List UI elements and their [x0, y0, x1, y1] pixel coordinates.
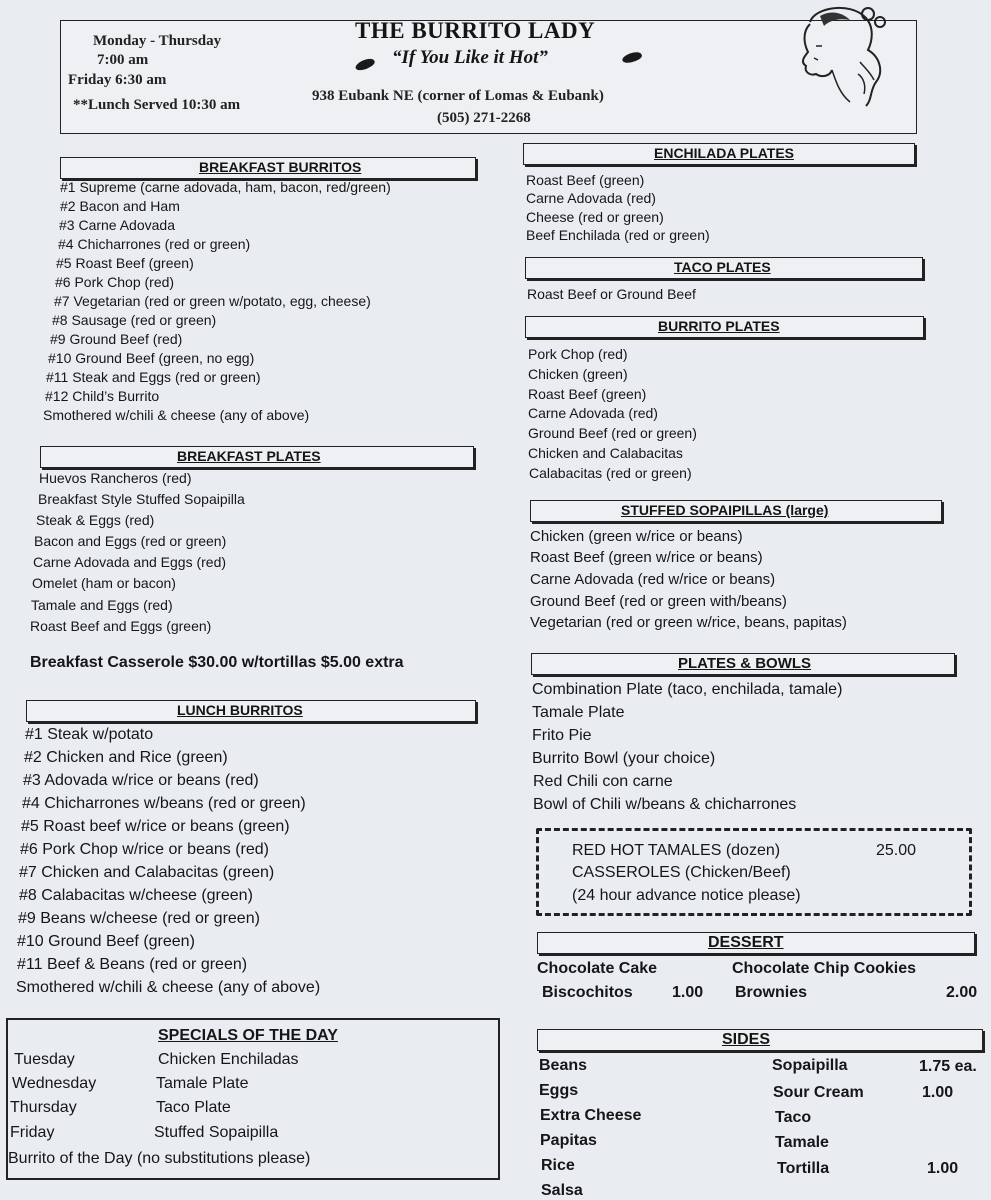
- dessert-price: 1.00: [672, 984, 704, 1001]
- list-item: Ground Beef (red or green with/beans): [530, 593, 787, 610]
- list-item: Pork Chop (red): [528, 346, 628, 362]
- list-item: Calabacitas (red or green): [529, 465, 692, 481]
- list-item: #3 Carne Adovada: [59, 217, 175, 233]
- list-item: #4 Chicharrones (red or green): [58, 236, 251, 252]
- plates-bowls-title: PLATES & BOWLS: [678, 655, 812, 672]
- list-item: Roast Beef (green w/rice or beans): [530, 549, 763, 566]
- list-item: #6 Pork Chop (red): [55, 274, 175, 290]
- tamales-price: 25.00: [876, 842, 917, 859]
- side-price: 1.75 ea.: [919, 1058, 977, 1075]
- side-price: 1.00: [922, 1084, 954, 1101]
- special-day: Tuesday: [14, 1051, 75, 1068]
- stuffed-sopaipillas-header: [530, 500, 942, 522]
- restaurant-title: THE BURRITO LADY: [355, 18, 596, 43]
- list-item: #1 Steak w/potato: [25, 726, 154, 743]
- list-item: #2 Chicken and Rice (green): [24, 749, 228, 766]
- list-item: Smothered w/chili & cheese (any of above): [43, 407, 310, 423]
- list-item: #7 Vegetarian (red or green w/potato, egg, cheese): [54, 293, 371, 309]
- advance-notice: (24 hour advance notice please): [572, 887, 801, 904]
- list-item: #5 Roast Beef (green): [56, 255, 194, 271]
- list-item: Steak & Eggs (red): [36, 512, 155, 528]
- list-item: #8 Sausage (red or green): [52, 312, 217, 328]
- breakfast-plates-title: BREAKFAST PLATES: [177, 448, 321, 464]
- list-item: Tamale and Eggs (red): [31, 597, 173, 613]
- list-item: Bowl of Chili w/beans & chicharrones: [533, 796, 797, 813]
- tamales-label: RED HOT TAMALES (dozen): [572, 842, 781, 859]
- list-item: Vegetarian (red or green w/rice, beans, papitas): [530, 614, 847, 631]
- list-item: #11 Steak and Eggs (red or green): [46, 369, 261, 385]
- side-item: Rice: [541, 1157, 575, 1174]
- list-item: Bacon and Eggs (red or green): [34, 533, 227, 549]
- side-item: Tortilla: [777, 1160, 830, 1177]
- dessert-item: Chocolate Cake: [537, 960, 658, 977]
- list-item: #8 Calabacitas w/cheese (green): [19, 887, 253, 904]
- enchilada-plates-header: [523, 143, 915, 165]
- dessert-item: Biscochitos: [542, 984, 633, 1001]
- side-price: 1.00: [927, 1160, 959, 1177]
- list-item: #1 Supreme (carne adovada, ham, bacon, red/green): [60, 179, 391, 195]
- special-item: Stuffed Sopaipilla: [154, 1124, 279, 1141]
- list-item: Breakfast Style Stuffed Sopaipilla: [38, 491, 245, 507]
- list-item: Huevos Rancheros (red): [39, 470, 192, 486]
- special-item: Chicken Enchiladas: [158, 1051, 299, 1068]
- list-item: #12 Child’s Burrito: [45, 388, 160, 404]
- sides-header: [537, 1029, 983, 1051]
- sides-title: SIDES: [722, 1031, 771, 1048]
- breakfast-casserole: Breakfast Casserole $30.00 w/tortillas $5.00 extra: [30, 654, 404, 671]
- dessert-title: DESSERT: [708, 934, 784, 951]
- taco-plates-title: TACO PLATES: [674, 259, 771, 275]
- side-item: Beans: [539, 1057, 588, 1074]
- side-item: Papitas: [540, 1132, 597, 1149]
- side-item: Sour Cream: [773, 1084, 864, 1101]
- phone: (505) 271-2268: [437, 110, 531, 126]
- list-item: Beef Enchilada (red or green): [526, 227, 710, 243]
- list-item: Carne Adovada and Eggs (red): [33, 554, 227, 570]
- special-day: Friday: [10, 1124, 55, 1141]
- breakfast-plates-header: [40, 446, 474, 468]
- list-item: #10 Ground Beef (green, no egg): [48, 350, 255, 366]
- tagline: “If You Like it Hot”: [392, 47, 548, 68]
- burrito-plates-title: BURRITO PLATES: [658, 318, 780, 334]
- list-item: Red Chili con carne: [533, 773, 673, 790]
- hours-friday: Friday 6:30 am: [68, 72, 167, 88]
- list-item: Omelet (ham or bacon): [32, 575, 176, 591]
- specials-title: SPECIALS OF THE DAY: [158, 1027, 338, 1044]
- enchilada-plates-title: ENCHILADA PLATES: [654, 145, 794, 161]
- list-item: Carne Adovada (red w/rice or beans): [530, 571, 776, 588]
- list-item: #7 Chicken and Calabacitas (green): [19, 864, 275, 881]
- list-item: Frito Pie: [532, 727, 592, 744]
- taco-plates-header: [525, 257, 923, 279]
- special-day: Wednesday: [12, 1075, 97, 1092]
- stuffed-sopaipillas-title: STUFFED SOPAIPILLAS (large): [621, 502, 829, 518]
- side-item: Taco: [775, 1109, 812, 1126]
- side-item: Extra Cheese: [540, 1107, 642, 1124]
- address: 938 Eubank NE (corner of Lomas & Eubank): [312, 88, 604, 104]
- side-item: Sopaipilla: [772, 1057, 848, 1074]
- dessert-header: [537, 932, 975, 954]
- special-item: Tamale Plate: [156, 1075, 249, 1092]
- dessert-item: Brownies: [735, 984, 808, 1001]
- list-item: Chicken (green w/rice or beans): [530, 528, 743, 545]
- breakfast-burritos-title: BREAKFAST BURRITOS: [199, 159, 362, 175]
- plates-bowls-header: [531, 653, 955, 675]
- list-item: Roast Beef (green): [528, 386, 647, 402]
- hours-time: 7:00 am: [97, 52, 149, 68]
- burrito-plates-header: [525, 316, 924, 338]
- list-item: Smothered w/chili & cheese (any of above): [16, 979, 321, 996]
- list-item: Ground Beef (red or green): [528, 425, 697, 441]
- list-item: Roast Beef or Ground Beef: [527, 286, 696, 302]
- lunch-burritos-title: LUNCH BURRITOS: [177, 702, 303, 718]
- lady-illustration-icon: [780, 2, 905, 112]
- burrito-of-the-day: Burrito of the Day (no substitutions please): [8, 1150, 311, 1167]
- side-item: Eggs: [539, 1082, 579, 1099]
- list-item: #9 Ground Beef (red): [50, 331, 183, 347]
- special-day: Thursday: [10, 1099, 77, 1116]
- list-item: Cheese (red or green): [526, 209, 664, 225]
- list-item: Carne Adovada (red): [526, 190, 656, 206]
- breakfast-burritos-header: [60, 157, 476, 179]
- list-item: Burrito Bowl (your choice): [532, 750, 716, 767]
- list-item: #11 Beef & Beans (red or green): [17, 956, 248, 973]
- list-item: Carne Adovada (red): [528, 405, 658, 421]
- list-item: Combination Plate (taco, enchilada, tamale): [532, 681, 843, 698]
- side-item: Salsa: [541, 1182, 583, 1199]
- list-item: #9 Beans w/cheese (red or green): [18, 910, 260, 927]
- list-item: #6 Pork Chop w/rice or beans (red): [20, 841, 269, 858]
- dessert-price: 2.00: [946, 984, 978, 1001]
- dessert-item: Chocolate Chip Cookies: [732, 960, 917, 977]
- list-item: #10 Ground Beef (green): [17, 933, 195, 950]
- side-item: Tamale: [775, 1134, 829, 1151]
- casseroles-label: CASSEROLES (Chicken/Beef): [572, 864, 791, 881]
- lunch-burritos-header: [26, 700, 476, 722]
- list-item: Roast Beef and Eggs (green): [30, 618, 212, 634]
- list-item: Chicken (green): [528, 366, 628, 382]
- list-item: Roast Beef (green): [526, 172, 645, 188]
- lunch-hours: **Lunch Served 10:30 am: [73, 97, 241, 113]
- list-item: Chicken and Calabacitas: [528, 445, 683, 461]
- list-item: #5 Roast beef w/rice or beans (green): [21, 818, 290, 835]
- list-item: #4 Chicharrones w/beans (red or green): [22, 795, 306, 812]
- special-item: Taco Plate: [156, 1099, 231, 1116]
- hours-days: Monday - Thursday: [93, 33, 222, 49]
- list-item: Tamale Plate: [532, 704, 625, 721]
- list-item: #2 Bacon and Ham: [60, 198, 180, 214]
- list-item: #3 Adovada w/rice or beans (red): [23, 772, 259, 789]
